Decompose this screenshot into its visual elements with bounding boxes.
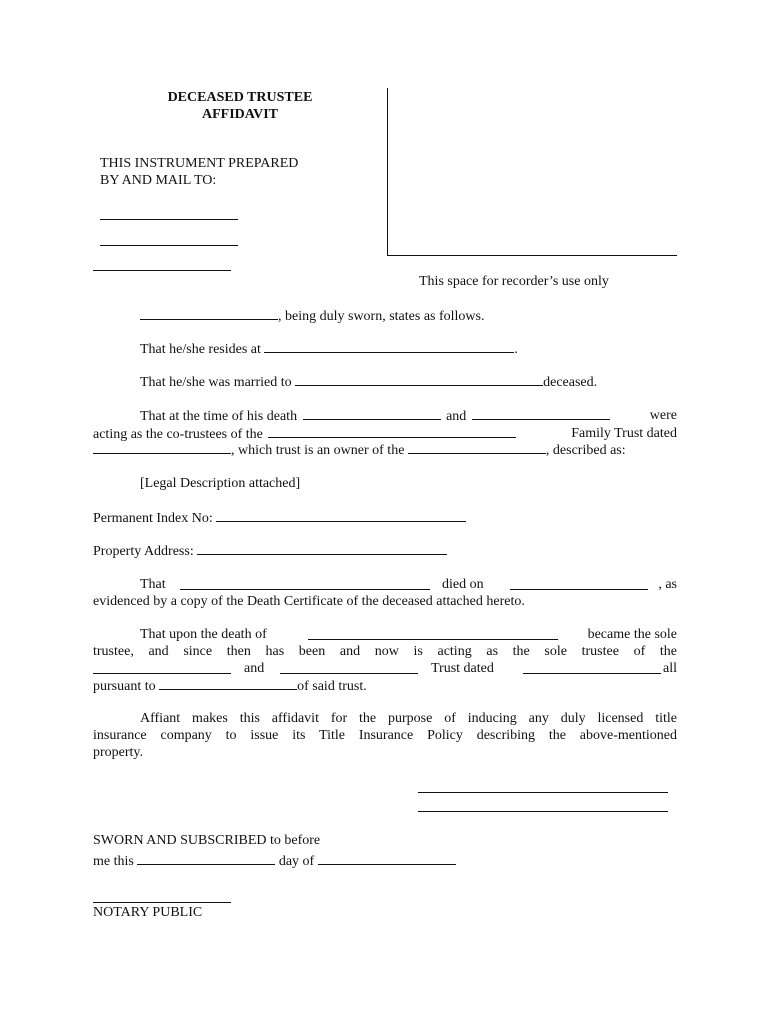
month-blank[interactable]: [318, 852, 456, 865]
cotrustees-prefix: acting as the co-trustees of the: [93, 427, 263, 442]
address-label: Property Address:: [93, 544, 194, 559]
preparer-name-blank[interactable]: [100, 219, 238, 220]
notary-public-label: NOTARY PUBLIC: [93, 905, 203, 920]
sworn-subscribed-line: SWORN AND SUBSCRIBED to before: [93, 833, 321, 848]
document-title: [150, 89, 330, 123]
sole-trustee-line: trustee, and since then has been and now is acting as the sole trustee of the: [93, 644, 677, 659]
death-prefix: That at the time of his death: [140, 409, 298, 424]
resides-prefix: That he/she resides at: [140, 342, 261, 357]
residence-blank[interactable]: [264, 340, 514, 353]
signature-line-2[interactable]: [418, 811, 668, 812]
address-blank[interactable]: [197, 542, 447, 555]
affiant-line-1-wrap: [140, 710, 677, 727]
died-on-line: [140, 576, 677, 593]
predeceased-blank[interactable]: [308, 627, 558, 640]
death-statement-line-1: [140, 407, 677, 425]
evidenced-line: evidenced by a copy of the Death Certificate of the deceased attached hereto.: [93, 594, 525, 609]
death-and: and: [446, 409, 467, 424]
family-trust-name-blank[interactable]: [268, 425, 516, 438]
day-blank[interactable]: [137, 852, 275, 865]
recorder-box-bottom-edge: [387, 255, 677, 256]
trust-date-2-blank[interactable]: [523, 661, 661, 674]
deceased-name-blank[interactable]: [303, 407, 441, 420]
death-statement-line-3: [93, 441, 626, 459]
property-address-line: [93, 542, 447, 560]
married-statement: [140, 373, 597, 391]
prepared-by-line-2: BY AND MAIL TO:: [100, 173, 217, 188]
prepared-by-line-1: THIS INSTRUMENT PREPARED: [100, 156, 299, 171]
preparer-city-blank[interactable]: [93, 270, 231, 271]
cotrustee-name-blank[interactable]: [472, 407, 610, 420]
signature-line-1[interactable]: [418, 792, 668, 793]
family-trust-dated: Family Trust dated: [571, 426, 677, 441]
spouse-blank[interactable]: [295, 373, 543, 386]
all-word: all: [663, 661, 677, 676]
preparer-address-blank[interactable]: [100, 245, 238, 246]
affiant-name-blank[interactable]: [140, 307, 278, 320]
upon-death-line: [140, 626, 677, 643]
pursuant-blank[interactable]: [159, 677, 297, 690]
became-sole: became the sole: [587, 627, 677, 642]
pursuant-line: [93, 677, 367, 695]
trustee-a-blank[interactable]: [93, 661, 231, 674]
day-of: day of: [278, 854, 315, 869]
sworn-suffix: , being duly sworn, states as follows.: [278, 309, 485, 324]
trustee-b-blank[interactable]: [280, 661, 418, 674]
upon-death-prefix: That upon the death of: [140, 627, 267, 642]
recorder-use-note: This space for recorder’s use only: [419, 274, 609, 289]
affiant-line-2: insurance company to issue its Title Insurance Policy describing the above-mentioned: [93, 728, 677, 743]
trust-dated: Trust dated: [431, 661, 494, 676]
legal-description-note: [Legal Description attached]: [140, 476, 301, 491]
described-as: , described as:: [545, 443, 626, 458]
title-line-1: DECEASED TRUSTEE: [167, 90, 313, 105]
married-prefix: That he/she was married to: [140, 375, 292, 390]
me-this: me this: [93, 854, 134, 869]
of-said-trust: of said trust.: [297, 679, 367, 694]
pin-blank[interactable]: [216, 509, 466, 522]
title-line-2: AFFIDAVIT: [202, 107, 278, 122]
owner-text: , which trust is an owner of the: [231, 443, 405, 458]
pin-label: Permanent Index No:: [93, 511, 213, 526]
died-on: died on: [442, 577, 484, 592]
sworn-statement: [140, 307, 484, 325]
deceased-blank[interactable]: [180, 577, 430, 590]
resides-suffix: .: [514, 342, 518, 357]
property-blank[interactable]: [408, 441, 546, 454]
trust-date-blank[interactable]: [93, 441, 231, 454]
that-word: That: [140, 577, 166, 592]
permanent-index-line: [93, 509, 466, 527]
notary-signature-line[interactable]: [93, 902, 231, 903]
resides-statement: [140, 340, 518, 358]
affiant-line-1: Affiant makes this affidavit for the purpose of inducing any duly licensed title: [140, 711, 677, 726]
recorder-box-left-edge: [387, 88, 388, 255]
pursuant-to: pursuant to: [93, 679, 156, 694]
affiant-line-3: property.: [93, 745, 144, 760]
as-word: , as: [658, 577, 677, 592]
and-word: and: [244, 661, 265, 676]
death-date-blank[interactable]: [510, 577, 648, 590]
married-suffix: deceased.: [543, 375, 598, 390]
death-were: were: [649, 408, 677, 423]
me-this-line: [93, 852, 456, 870]
